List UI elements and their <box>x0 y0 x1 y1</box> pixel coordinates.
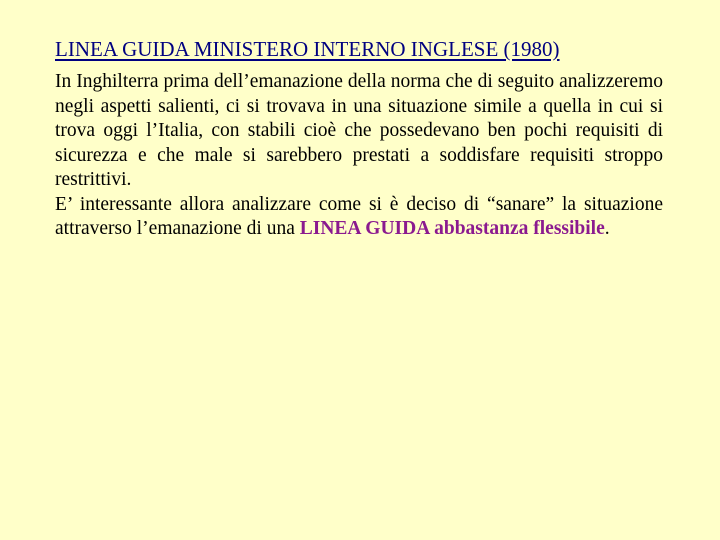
slide-title: LINEA GUIDA MINISTERO INTERNO INGLESE (1980) <box>55 37 560 61</box>
paragraph-first: In Inghilterra prima dell’emanazione della norma che di seguito analizzeremo negli aspetti salienti, ci si trovava in una situazione simile a quella in cui si trova oggi l’Italia, con stabili cioè che possedevano ben pochi requisiti di sicurezza e che male si sarebbero prestati a soddisfare requisiti stroppo restrittivi. <box>55 71 663 190</box>
paragraph-second <box>55 193 663 242</box>
paragraph-second-end: . <box>604 218 610 239</box>
slide-body <box>55 70 663 242</box>
slide-content <box>55 34 663 242</box>
highlighted-phrase: LINEA GUIDA abbastanza flessibile <box>299 218 605 239</box>
paragraph-second-intro: E’ interessante allora analizzare come si è deciso di “sanare” la situazione attraverso l’emanazione di una <box>55 193 663 239</box>
